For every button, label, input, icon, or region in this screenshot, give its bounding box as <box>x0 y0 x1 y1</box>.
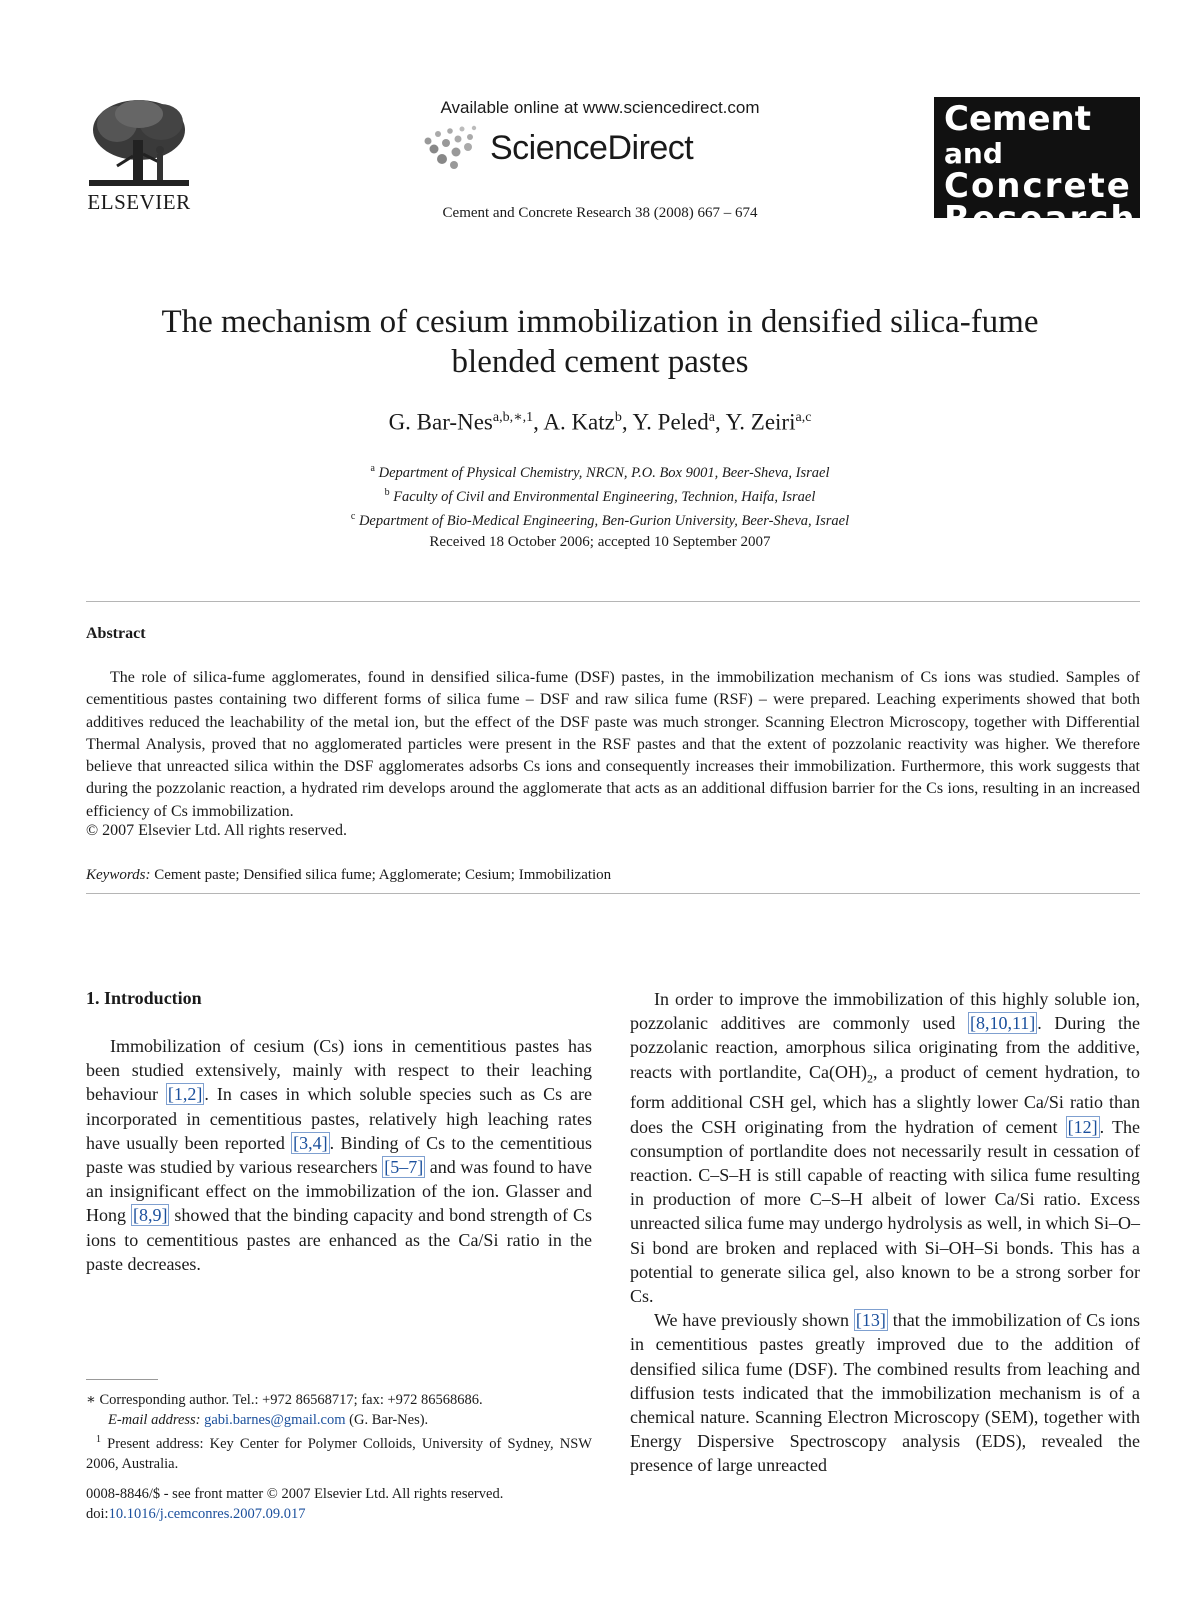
abstract-heading: Abstract <box>86 625 146 642</box>
article-title <box>100 302 1100 382</box>
received-accepted-dates: Received 18 October 2006; accepted 10 September 2007 <box>429 534 771 550</box>
elsevier-tree-icon <box>87 96 191 188</box>
journal-logo-line3: Research <box>944 199 1137 239</box>
affiliation-marker: c <box>350 510 356 522</box>
affiliation <box>150 507 1050 531</box>
footnote-corresponding: ∗ Corresponding author. Tel.: +972 86568717; fax: +972 86568686. <box>86 1392 483 1408</box>
affiliation-list <box>150 459 1050 530</box>
sciencedirect-dots-icon <box>420 125 486 171</box>
affiliation-text: Department of Bio-Medical Engineering, Ben-Gurion University, Beer-Sheva, Israel <box>355 512 850 529</box>
publisher-name: ELSEVIER <box>87 190 191 214</box>
author-affiliation-marker: a,b,∗,1 <box>492 410 534 425</box>
doi-link[interactable]: 10.1016/j.cemconres.2007.09.017 <box>108 1506 306 1522</box>
divider <box>86 893 1140 894</box>
citation-link[interactable]: [12] <box>1067 1116 1098 1137</box>
issn-copyright: 0008-8846/$ - see front matter © 2007 Elsevier Ltd. All rights reserved. <box>86 1486 504 1502</box>
affiliation-marker: b <box>384 486 390 498</box>
affiliation-text: Faculty of Civil and Environmental Engineering, Technion, Haifa, Israel <box>389 488 816 505</box>
citation-link[interactable]: [3,4] <box>293 1132 328 1153</box>
citation-link[interactable]: [5–7] <box>384 1157 424 1178</box>
sciencedirect-wordmark: ScienceDirect <box>490 129 694 167</box>
affiliation <box>150 483 1050 507</box>
keywords-list: Cement paste; Densified silica fume; Agglomerate; Cesium; Immobilization <box>154 867 612 883</box>
author-name: Y. Peled <box>632 409 709 435</box>
journal-logo-and: and <box>944 137 1003 170</box>
paragraph: We have previously shown [13] that the immobilization of Cs ions in cementitious pastes greatly improved due to the addition of densified silica fume (DSF). The combined results from leaching and diffusion tests indicated that the immobilization mechanism is of a chemical nature. Scanning Electron Microscopy (SEM), together with Energy Dispersive Spectroscopy analysis (EDS), revealed the presence of large unreacted <box>630 1310 1141 1476</box>
author-name: G. Bar-Nes <box>388 409 493 435</box>
sciencedirect-logo <box>420 125 720 175</box>
author-name: A. Katz <box>543 409 615 435</box>
journal-citation: Cement and Concrete Research 38 (2008) 667 – 674 <box>442 205 758 221</box>
abstract-copyright: © 2007 Elsevier Ltd. All rights reserved. <box>86 822 347 839</box>
affiliation-text: Department of Physical Chemistry, NRCN, P.O. Box 9001, Beer-Sheva, Israel <box>374 464 830 481</box>
available-online-text: Available online at www.sciencedirect.com <box>440 98 760 117</box>
footnote-present-address: Present address: Key Center for Polymer Colloids, University of Sydney, NSW 2006, Australia. <box>86 1435 592 1472</box>
abstract-text: The role of silica-fume agglomerates, found in densified silica-fume (DSF) pastes, in the immobilization mechanism of Cs ions was studied. Samples of cementitious pastes containing two different forms of silica fume – DSF and raw silica fume (RSF) – were prepared. Leaching experiments showed that both additives reduced the leachability of the metal ion, but the effect of the DSF paste was much stronger. Scanning Electron Microscopy, together with Differential Thermal Analysis, proved that no agglomerated particles were present in the RSF pastes and that the extent of pozzolanic reactivity was higher. We therefore believe that unreacted silica within the DSF agglomerates adsorbs Cs ions and consequently increases their immobilization. Furthermore, this work suggests that during the pozzolanic reaction, a hydrated rim develops around the agglomerate that acts as an additional diffusion barrier for the Cs ions, resulting in an increased efficiency of Cs immobilization. <box>86 669 1140 820</box>
author-affiliation-marker: b <box>614 410 622 425</box>
right-column <box>630 987 1140 1478</box>
citation-link[interactable]: [13] <box>855 1310 886 1331</box>
citation-link[interactable]: [8,10,11] <box>969 1013 1036 1034</box>
author-affiliation-marker: a <box>708 410 715 425</box>
article-title-line1: The mechanism of cesium immobilization in densified silica-fume <box>161 304 1039 340</box>
article-title-line2: blended cement pastes <box>451 344 749 380</box>
footnote-email-label: E-mail address: <box>108 1412 201 1428</box>
front-matter <box>86 1484 503 1524</box>
footnote-divider <box>86 1379 158 1380</box>
author-email-link[interactable]: gabi.barnes@gmail.com <box>204 1412 346 1428</box>
author-name: Y. Zeiri <box>725 409 796 435</box>
journal-logo <box>934 97 1140 239</box>
citation-link[interactable]: [8,9] <box>132 1205 168 1226</box>
citation-link[interactable]: [1,2] <box>167 1084 203 1105</box>
elsevier-logo <box>84 96 194 221</box>
section-heading-introduction: 1. Introduction <box>86 988 202 1008</box>
paragraph: In order to improve the immobilization of this highly soluble ion, pozzolanic additives are commonly used [8,10,11] . During the pozzolanic reaction, amorphous silica originating from the additive, reacts with portlandite, $Ca(OH)_2$, a product of cement hydration, to form additional CSH gel, which has a slightly lower Ca/Si ratio than does the CSH originating from the hydration of cement [12] . The consumption of portlandite does not necessarily result in cessation of reaction. C–S–H is still capable of reacting with silica fume resulting in production of more C–S–H albeit of lower Ca/Si ratio. Excess unreacted silica fume may undergo hydrolysis as well, in which Si–O–Si bond are broken and replaced with Si–OH–Si bonds. This has a potential to generate silica gel, also known to be a strong sorber for Cs. <box>630 989 1141 1307</box>
divider <box>86 601 1140 602</box>
paragraph: Immobilization of cesium (Cs) ions in cementitious pastes has been studied extensively, mainly with respect to their leaching behaviour [1,2] . In cases in which soluble species such as Cs are incorporated in cementitious pastes, relatively high leaching rates have usually been reported [3,4] . Binding of Cs to the cementitious paste was studied by various researchers [5–7] and was found to have an insignificant effect on the immobilization of the ion. Glasser and Hong [8,9] showed that the binding capacity and bond strength of Cs ions to cementitious pastes are enhanced as the Ca/Si ratio in the paste decreases. <box>86 1036 593 1274</box>
affiliation <box>150 459 1050 483</box>
footnote-email-suffix: (G. Bar-Nes). <box>345 1412 429 1428</box>
author-list: G. Bar-Nes$^{a,b,∗,1}$, A. Katz$^b$, Y. Peled$^a$, Y. Zeiri$^{a,c}$ <box>388 409 812 435</box>
subscript: 2 <box>866 1071 873 1086</box>
left-column <box>86 1034 592 1276</box>
footnotes <box>86 1390 592 1474</box>
abstract-body <box>86 667 1140 823</box>
keywords-label: Keywords: <box>86 867 151 883</box>
doi-label: doi: <box>86 1506 109 1522</box>
footnote-marker: 1 <box>96 1434 101 1445</box>
affiliation-marker: a <box>370 463 375 474</box>
author-affiliation-marker: a,c <box>795 410 812 425</box>
journal-logo-line2: Concrete <box>944 166 1132 206</box>
journal-logo-line1: Cement <box>944 99 1091 139</box>
keywords <box>86 867 611 884</box>
